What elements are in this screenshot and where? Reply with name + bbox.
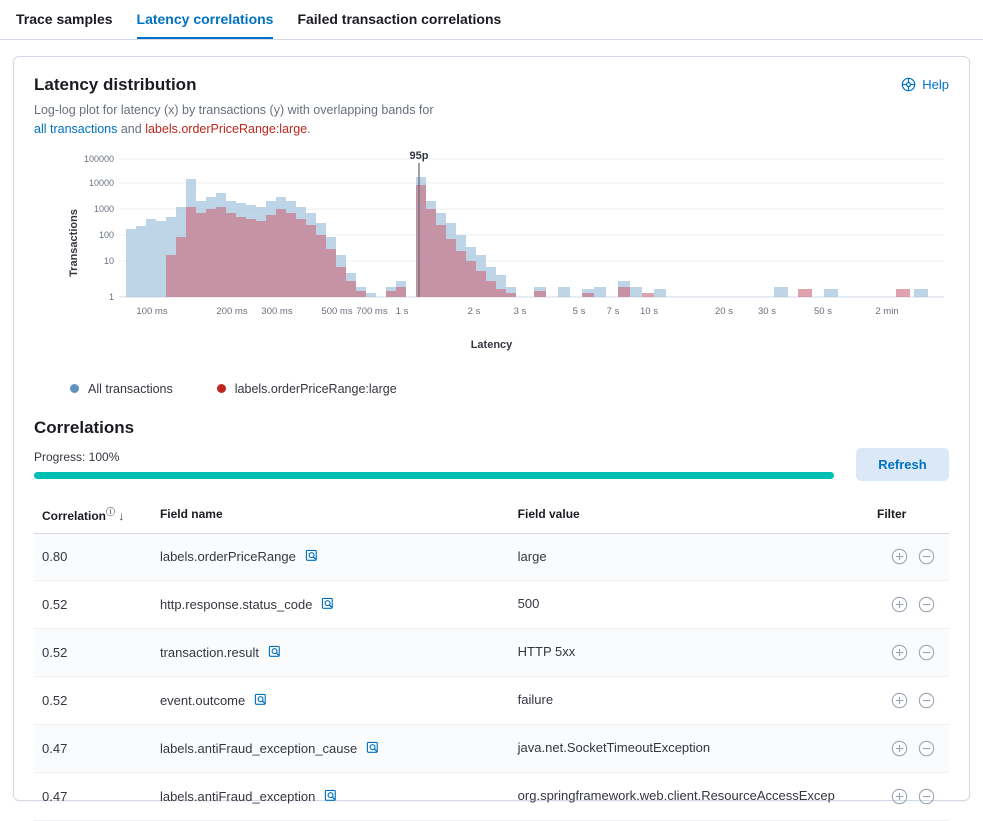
column-header-field-value[interactable]: Field value: [510, 499, 869, 534]
svg-text:3 s: 3 s: [513, 305, 527, 317]
filter-include-icon[interactable]: [891, 596, 908, 613]
y-axis-label: Transactions: [68, 208, 80, 277]
cell-correlation: 0.47: [34, 772, 152, 820]
svg-text:2 s: 2 s: [467, 305, 481, 317]
percentile-95-label: 95p: [409, 149, 429, 162]
cell-field-value: org.springframework.web.client.ResourceAccessExcep: [510, 772, 869, 820]
cell-field-name: [152, 772, 510, 820]
cell-field-value: HTTP 5xx: [510, 629, 869, 677]
table-row[interactable]: [34, 533, 949, 581]
progress-bar: [34, 472, 834, 479]
cell-filter: [869, 772, 949, 820]
cell-correlation: 0.52: [34, 677, 152, 725]
cell-correlation: 0.47: [34, 724, 152, 772]
field-name-text: event.outcome: [159, 692, 246, 708]
progress-bar-fill: [34, 472, 834, 479]
table-row[interactable]: [34, 677, 949, 725]
svg-text:700 ms: 700 ms: [356, 305, 388, 317]
cell-field-name: [152, 629, 510, 677]
latency-distribution-panel: [13, 56, 970, 804]
field-name-text: transaction.result: [159, 645, 259, 661]
cell-field-name: [152, 724, 510, 772]
svg-text:10: 10: [103, 255, 114, 266]
x-axis-label: Latency: [470, 338, 513, 351]
filter-exclude-icon[interactable]: [918, 692, 935, 709]
cell-field-value: failure: [510, 677, 869, 725]
table-row[interactable]: [34, 724, 949, 772]
magnify-icon[interactable]: [366, 741, 381, 756]
column-header-filter: Filter: [869, 499, 949, 534]
description-and: and: [120, 121, 142, 136]
table-header-row: [34, 499, 949, 534]
cell-field-name: [152, 581, 510, 629]
cell-correlation: 0.52: [34, 581, 152, 629]
svg-text:300 ms: 300 ms: [261, 305, 293, 317]
legend-dot-icon: [70, 384, 79, 393]
sort-descending-icon[interactable]: ↓: [118, 508, 125, 523]
progress-label: Progress: 100%: [34, 449, 120, 464]
help-label: Help: [922, 77, 949, 92]
svg-text:500 ms: 500 ms: [321, 305, 353, 317]
svg-text:100000: 100000: [83, 153, 114, 164]
panel-description: [34, 101, 654, 139]
legend-label-all-transactions: All transactions: [88, 381, 173, 396]
magnify-icon[interactable]: [305, 549, 320, 564]
filter-exclude-icon[interactable]: [918, 788, 935, 805]
field-name-text: labels.antiFraud_exception: [159, 788, 316, 804]
cell-filter: [869, 629, 949, 677]
page-title: Latency distribution: [34, 75, 197, 94]
cell-field-name: [152, 533, 510, 581]
cell-field-value: large: [510, 533, 869, 581]
cell-field-name: [152, 677, 510, 725]
svg-text:50 s: 50 s: [814, 305, 832, 317]
legend-dot-icon: [217, 384, 226, 393]
info-icon[interactable]: ⓘ: [106, 506, 116, 517]
svg-text:10 s: 10 s: [640, 305, 658, 317]
magnify-icon[interactable]: [324, 789, 339, 804]
filter-exclude-icon[interactable]: [918, 596, 935, 613]
cell-filter: [869, 724, 949, 772]
filter-exclude-icon[interactable]: [918, 548, 935, 565]
progress-row: [34, 448, 949, 481]
svg-text:100: 100: [98, 229, 114, 240]
tab-failed-transaction-correlations[interactable]: Failed transaction correlations: [297, 11, 502, 27]
field-name-text: labels.orderPriceRange: [159, 549, 296, 565]
tab-latency-correlations[interactable]: Latency correlations: [137, 12, 274, 39]
legend-item-all-transactions[interactable]: [70, 382, 173, 396]
filter-include-icon[interactable]: [891, 548, 908, 565]
chart-svg: [34, 151, 949, 341]
panel-header: [34, 75, 949, 101]
table-row[interactable]: [34, 629, 949, 677]
table-row[interactable]: [34, 772, 949, 820]
cell-filter: [869, 533, 949, 581]
description-text: Log-log plot for latency (x) by transactions (y) with overlapping bands for: [34, 103, 434, 117]
svg-text:100 ms: 100 ms: [136, 305, 168, 317]
svg-text:1000: 1000: [93, 203, 114, 214]
svg-text:7 s: 7 s: [606, 305, 620, 317]
filter-exclude-icon[interactable]: [918, 740, 935, 757]
tab-trace-samples[interactable]: Trace samples: [16, 11, 113, 27]
cell-field-value: 500: [510, 581, 869, 629]
filter-include-icon[interactable]: [891, 644, 908, 661]
svg-text:10000: 10000: [88, 177, 114, 188]
refresh-button[interactable]: Refresh: [856, 448, 949, 481]
order-price-range-link[interactable]: labels.orderPriceRange:large: [145, 121, 308, 136]
svg-text:2 min: 2 min: [875, 305, 899, 317]
tab-bar: [0, 0, 983, 40]
svg-text:30 s: 30 s: [758, 305, 776, 317]
cell-field-value: java.net.SocketTimeoutException: [510, 724, 869, 772]
svg-text:200 ms: 200 ms: [216, 305, 248, 317]
svg-text:5 s: 5 s: [572, 305, 586, 317]
filter-include-icon[interactable]: [891, 788, 908, 805]
cell-correlation: 0.80: [34, 533, 152, 581]
svg-text:1: 1: [108, 291, 114, 302]
field-name-text: labels.antiFraud_exception_cause: [159, 740, 358, 756]
cell-filter: [869, 581, 949, 629]
correlations-title: Correlations: [34, 417, 135, 437]
field-name-text: http.response.status_code: [159, 597, 313, 613]
column-header-field-name[interactable]: Field name: [152, 499, 510, 534]
magnify-icon[interactable]: [268, 645, 283, 660]
all-transactions-link[interactable]: all transactions: [34, 121, 118, 136]
legend-item-order-price-range[interactable]: [217, 382, 397, 396]
filter-exclude-icon[interactable]: [918, 644, 935, 661]
filter-include-icon[interactable]: [891, 740, 908, 757]
correlations-table: [34, 499, 949, 821]
help-icon: [901, 77, 916, 92]
description-period: .: [307, 121, 311, 136]
filter-include-icon[interactable]: [891, 692, 908, 709]
chart-legend: [34, 382, 949, 396]
magnify-icon[interactable]: [254, 693, 269, 708]
magnify-icon[interactable]: [321, 597, 336, 612]
legend-label-order-price-range: labels.orderPriceRange:large: [234, 381, 397, 396]
svg-text:20 s: 20 s: [715, 305, 733, 317]
cell-correlation: 0.52: [34, 629, 152, 677]
table-row[interactable]: [34, 581, 949, 629]
help-button[interactable]: [901, 77, 949, 92]
cell-filter: [869, 677, 949, 725]
column-header-correlation[interactable]: Correlationⓘ ↓: [34, 499, 152, 534]
latency-distribution-chart[interactable]: [34, 151, 949, 366]
svg-text:1 s: 1 s: [395, 305, 409, 317]
